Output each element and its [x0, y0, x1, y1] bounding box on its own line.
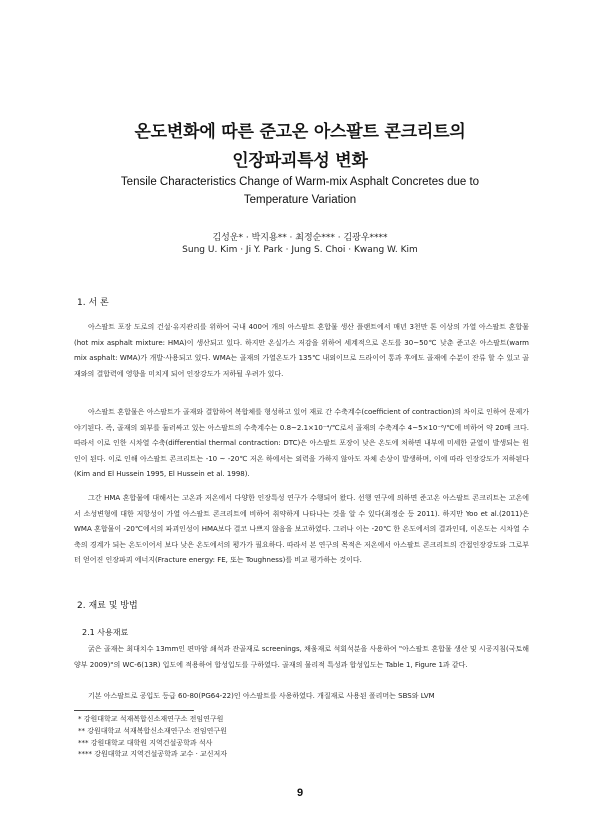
title-english-line-2: Temperature Variation — [243, 194, 357, 206]
section-2-1-subheading: 2.1 사용재료 — [82, 628, 129, 637]
section-1-paragraph-2: 아스팔트 혼합물은 아스팔트가 골재와 결합하여 복합체를 형성하고 있어 재료 간 수축계수(coefficient of contraction)의 차이로 인하여 문제가 야기된다. 즉, 골재의 외부를 둘러싸고 있는 아스팔트의 수축계수는 0.8~2.1×10⁻⁴/℃로서 골재의 수축계수 4~5×10⁻⁶/℃에 비하여 약 20배 크다. 따라서 이로 인한 시차열 수축(differential thermal contraction: DTC)은 아스팔트 포장이 낮은 온도에 처하면 내부에 미세한 균열이 발생되는 원인이 된다. 이로 인해 아스팔트 콘크리트는 -10 ~ -20℃ 저온 하에서는 외력을 가하지 않아도 자체 손상이 발생하며, 이에 따라 인장강도가 저하된다(Kim and El Hussein 1995, El Hussein et al. 1998). — [74, 408, 529, 479]
footnote-4: **** 강원대학교 지역건설공학과 교수 · 교신저자 — [78, 750, 228, 759]
section-2-paragraph-2: 기본 아스팔트로 공입도 등급 60-80(PG64-22)인 아스팔트를 사용하였다. 개질재로 사용된 폴리머는 SBS와 LVM — [88, 692, 435, 700]
section-1-paragraph-1: 아스팔트 포장 도로의 건설·유지관리를 위하여 국내 400여 개의 아스팔트 혼합물 생산 플랜트에서 매년 3천만 톤 이상의 가열 아스팔트 혼합물(hot mix asphalt mixture: HMA)이 생산되고 있다. 하지만 온실가스 저감을 위하여 세계적으로 온도를 30~50℃ 낮춘 준고온 아스팔트(warm mix asphalt: WMA)가 개발·사용되고 있다. WMA는 골재의 가열온도가 135℃ 내외이므로 드라이어 통과 후에도 골재에 수분이 잔류 할 수 있고 골재와의 결합력에 영향을 미치게 되어 인장강도가 저하될 우려가 있다. — [74, 323, 529, 378]
page-number: 9 — [296, 787, 304, 799]
title-english-line-1: Tensile Characteristics Change of Warm-mix Asphalt Concretes due to — [120, 176, 480, 188]
footnote-1: * 강원대학교 석재복합신소재연구소 전임연구원 — [78, 715, 224, 723]
title-korean-line-1: 온도변화에 따른 준고온 아스팔트 콘크리트의 — [134, 122, 466, 142]
section-2-paragraph-1: 굵은 골재는 최대치수 13mm인 편마암 쇄석과 잔골재로 screenings, 채움재로 석회석분을 사용하여 "아스팔트 혼합물 생산 및 시공지침(국토해양부 2009)"의 WC-6(13R) 입도에 적용하여 합성입도를 구하였다. 골재의 물리적 특성과 합성입도는 Table 1, Figure 1과 같다. — [74, 645, 529, 669]
footnote-3: *** 강원대학교 대학원 지역건설공학과 석사 — [78, 738, 213, 747]
footnotes — [78, 714, 528, 761]
section-1-heading: 1. 서 론 — [77, 298, 109, 308]
authors-english: Sung U. Kim · Ji Y. Park · Jung S. Choi · Kwang W. Kim — [182, 245, 418, 255]
footnote-divider — [74, 710, 194, 711]
section-2-heading: 2. 재료 및 방법 — [77, 601, 138, 611]
footnote-2: ** 강원대학교 석재복합신소재연구소 전임연구원 — [78, 726, 227, 735]
title-korean-line-2: 인장파괴특성 변화 — [232, 151, 368, 171]
authors-korean: 김성운* · 박지용** · 최정순*** · 김광우**** — [212, 233, 388, 243]
section-1-paragraph-3: 그간 HMA 혼합물에 대해서는 고온과 저온에서 다양한 인장특성 연구가 수행되어 왔다. 선행 연구에 의하면 준고온 아스팔트 콘크리트는 고온에서 소성변형에 대한 저항성이 가열 아스팔트 콘크리트에 비하여 취약하게 나타나는 것을 알 수 있다(최정순 등 2011). 하지만 Yoo et al.(2011)은 WMA 혼합물이 -20℃에서의 파괴인성이 HMA보다 결코 나쁘지 않음을 보고하였다. 그러나 이는 -20℃ 한 온도에서의 결과인데, 이온도는 시차열 수축의 경계가 되는 온도이어서 보다 낮은 온도에서의 평가가 필요하다. 따라서 본 연구의 목적은 저온에서 아스팔트 콘크리트의 간접인장강도와 그로부터 얻어진 인장파괴 에너지(Fracture energy: FE, 또는 Toughness)를 비교 평가하는 것이다. — [74, 494, 529, 565]
